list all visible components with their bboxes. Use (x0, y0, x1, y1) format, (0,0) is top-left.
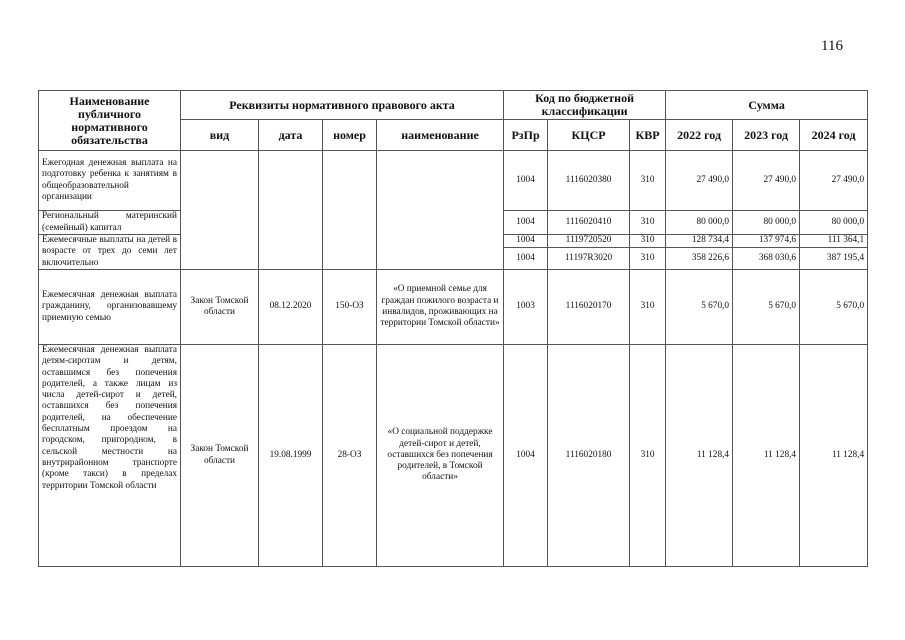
header-rzpr: РзПр (504, 120, 548, 151)
cell-kcsr: 1116020410 (548, 211, 630, 235)
cell-2024: 80 000,0 (800, 211, 868, 235)
cell-rzpr: 1004 (504, 235, 548, 248)
cell-2023: 368 030,6 (733, 248, 800, 270)
header-2023: 2023 год (733, 120, 800, 151)
header-2022: 2022 год (666, 120, 733, 151)
cell-rzpr: 1004 (504, 151, 548, 211)
cell-2023: 11 128,4 (733, 345, 800, 567)
cell-2024: 111 364,1 (800, 235, 868, 248)
header-name: Наименование публичного нормативного обязательства (39, 91, 181, 151)
header-naim: наименование (377, 120, 504, 151)
cell-rzpr: 1004 (504, 345, 548, 567)
header-data: дата (259, 120, 323, 151)
header-requisites: Реквизиты нормативного правового акта (181, 91, 504, 120)
act-naim: «О приемной семье для граждан пожилого возраста и инвалидов, проживающих на территории Томской области» (377, 270, 504, 345)
cell-2022: 27 490,0 (666, 151, 733, 211)
cell-2023: 27 490,0 (733, 151, 800, 211)
cell-kvr: 310 (630, 270, 666, 345)
act-naim: «О социальной поддержке детей-сирот и детей, оставшихся без попечения родителей, в Томской области» (377, 345, 504, 567)
table-row (39, 270, 868, 345)
cell-kvr: 310 (630, 345, 666, 567)
act-nomer: 28-ОЗ (323, 345, 377, 567)
cell-kvr: 310 (630, 151, 666, 211)
cell-2024: 387 195,4 (800, 248, 868, 270)
cell-kvr: 310 (630, 235, 666, 248)
header-vid: вид (181, 120, 259, 151)
cell-2024: 5 670,0 (800, 270, 868, 345)
cell-2024: 27 490,0 (800, 151, 868, 211)
cell-kcsr: 11197R3020 (548, 248, 630, 270)
obligation-name: Ежегодная денежная выплата на подготовку ребенка к занятиям в общеобразовательной организации (39, 151, 181, 211)
cell-2022: 128 734,4 (666, 235, 733, 248)
header-2024: 2024 год (800, 120, 868, 151)
cell-kvr: 310 (630, 248, 666, 270)
cell-2024: 11 128,4 (800, 345, 868, 567)
act-data-empty (259, 151, 323, 270)
act-naim-empty (377, 151, 504, 270)
cell-2022: 80 000,0 (666, 211, 733, 235)
cell-2022: 11 128,4 (666, 345, 733, 567)
header-kvr: КВР (630, 120, 666, 151)
cell-rzpr: 1004 (504, 248, 548, 270)
obligation-name: Ежемесячная денежная выплата гражданину, организовавшему приемную семью (39, 270, 181, 345)
act-data: 19.08.1999 (259, 345, 323, 567)
cell-2022: 358 226,6 (666, 248, 733, 270)
header-kcsr: КЦСР (548, 120, 630, 151)
header-sum: Сумма (666, 91, 868, 120)
cell-kvr: 310 (630, 211, 666, 235)
cell-kcsr: 1116020170 (548, 270, 630, 345)
cell-kcsr: 1116020380 (548, 151, 630, 211)
act-vid: Закон Томской области (181, 345, 259, 567)
budget-table (38, 90, 868, 567)
obligation-name: Региональный материнский (семейный) капитал (39, 211, 181, 235)
table-row (39, 345, 868, 567)
table-row (39, 151, 868, 211)
cell-rzpr: 1004 (504, 211, 548, 235)
cell-2023: 80 000,0 (733, 211, 800, 235)
cell-2022: 5 670,0 (666, 270, 733, 345)
act-data: 08.12.2020 (259, 270, 323, 345)
obligation-name: Ежемесячная денежная выплата детям-сиротам и детям, оставшимся без попечения родителей, а также лицам из числа детей-сирот и детей, оставшихся без попечения родителей, на обеспечение бесплатным проездом на городском, пригородном, в сельской местности на внутрирайонном транспорте (кроме такси) в пределах территории Томской области (39, 345, 181, 567)
obligation-name: Ежемесячные выплаты на детей в возрасте от трех до семи лет включительно (39, 235, 181, 270)
act-nomer-empty (323, 151, 377, 270)
header-row-top (39, 91, 868, 120)
cell-2023: 5 670,0 (733, 270, 800, 345)
page-number: 116 (821, 38, 843, 54)
cell-2023: 137 974,6 (733, 235, 800, 248)
act-vid-empty (181, 151, 259, 270)
act-nomer: 150-ОЗ (323, 270, 377, 345)
cell-kcsr: 1119720520 (548, 235, 630, 248)
cell-kcsr: 1116020180 (548, 345, 630, 567)
act-vid: Закон Томской области (181, 270, 259, 345)
header-nomer: номер (323, 120, 377, 151)
header-code: Код по бюджетной классификации (504, 91, 666, 120)
cell-rzpr: 1003 (504, 270, 548, 345)
